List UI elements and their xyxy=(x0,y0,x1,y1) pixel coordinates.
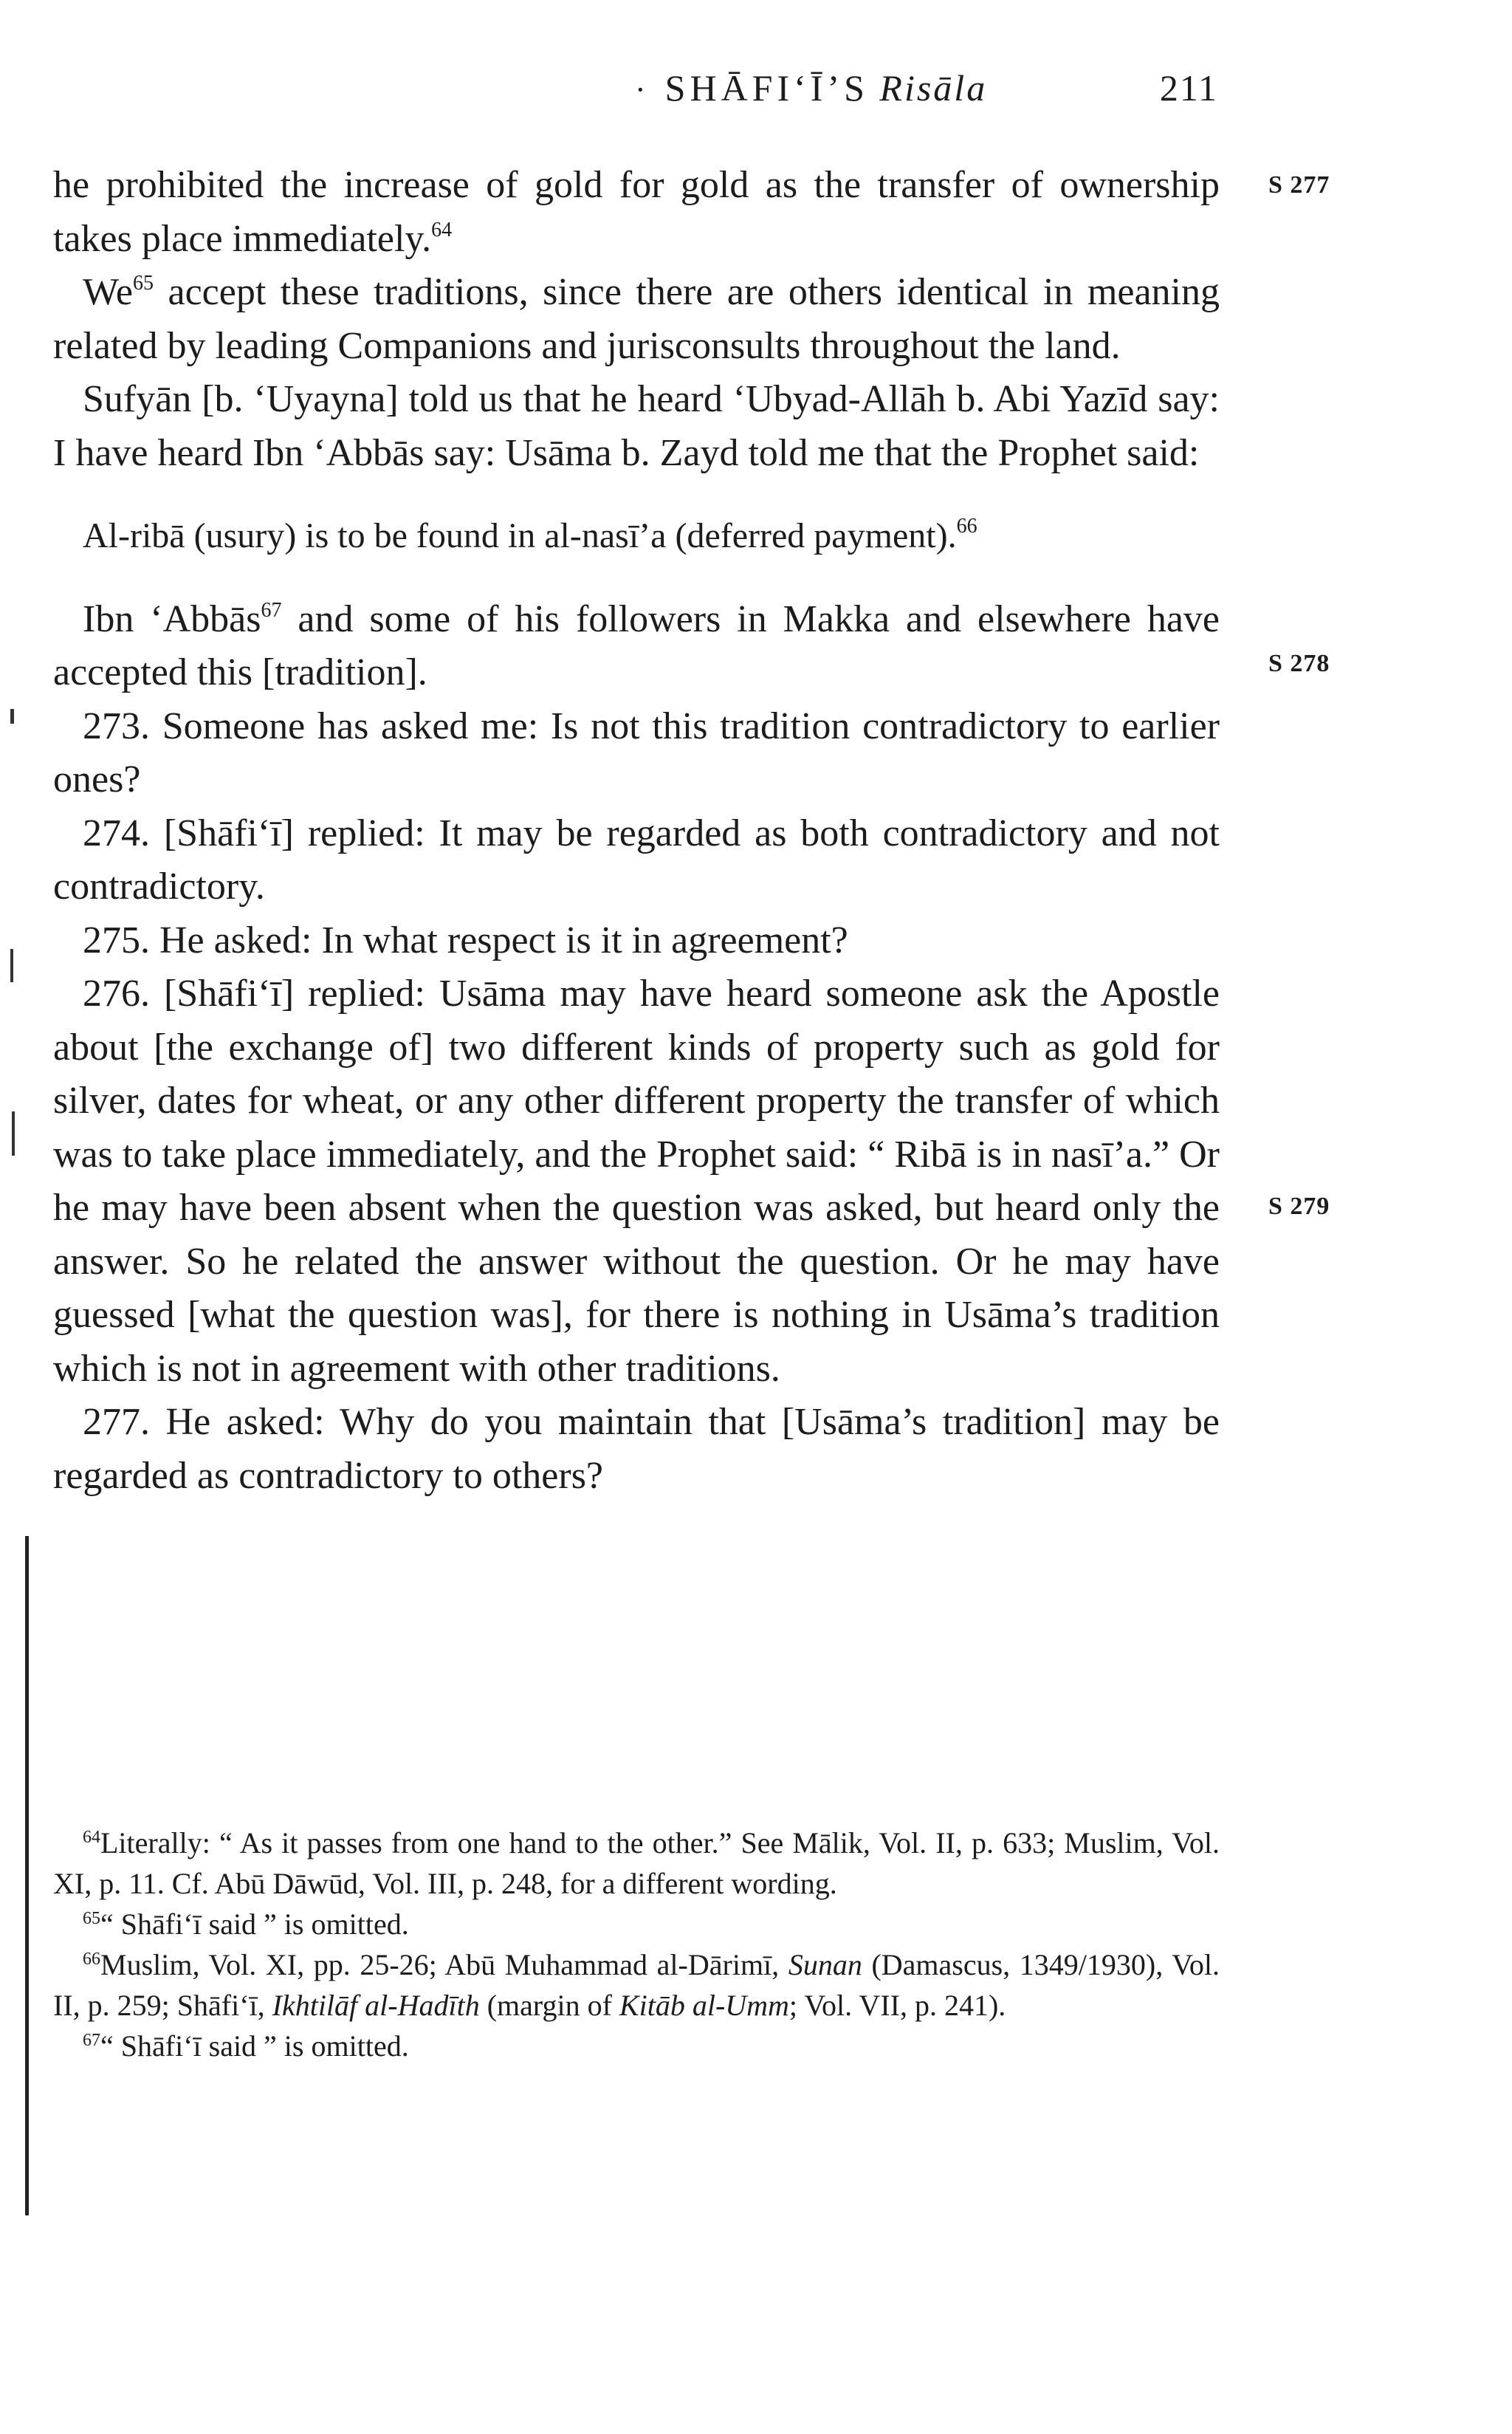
paragraph-continuation: he prohibited the increase of gold for gold as the transfer of ownership takes place immediately.$^{64}$ xyxy=(53,164,1220,260)
footnote-ref-66: 66 xyxy=(956,515,977,538)
header-bullet: · xyxy=(635,72,647,108)
margin-ref-s279: S 279 xyxy=(1268,1193,1330,1220)
footnote-64: $^{64}$Literally: “ As it passes from one hand to the other.” See Mālik, Vol. II, p. 633; Muslim, Vol. XI, p. 11. Cf. Abū Dāwūd, Vol. III, p. 248, for a different wording. xyxy=(53,1826,1220,1900)
footnotes xyxy=(53,1823,1220,2066)
paragraph-ibn-abbas: Ibn ‘Abbās$^{67}$ and some of his followers in Makka and elsewhere have accepted this [tradition]. xyxy=(53,597,1220,693)
footnote-65: $^{65}$“ Shāfi‘ī said ” is omitted. xyxy=(83,1907,409,1941)
block-quote: Al-ribā (usury) is to be found in al-nasī’a (deferred payment).$^{66}$ xyxy=(83,515,977,555)
margin-rule xyxy=(25,1536,29,2215)
scan-mark xyxy=(10,709,14,724)
paragraph-274: 274. [Shāfi‘ī] replied: It may be regarded as both contradictory and not contradictory. xyxy=(53,812,1220,908)
running-title xyxy=(665,66,1160,109)
footnote-66: $^{66}$Muslim, Vol. XI, pp. 25-26; Abū Muhammad al-Dārimī, Sunan (Damascus, 1349/1930), Vol. II, p. 259; Shāfi‘ī, Ikhtilāf al-Hadīth (margin of Kitāb al-Umm; Vol. VII, p. 241). xyxy=(53,1948,1220,2022)
header-title: Risāla xyxy=(879,67,988,109)
paragraph-277: 277. He asked: Why do you maintain that [Usāma’s tradition] may be regarded as contradictory to others? xyxy=(53,1401,1220,1497)
main-text xyxy=(53,159,1220,1503)
margin-ref-s278: S 278 xyxy=(1268,650,1330,677)
paragraph-273: 273. Someone has asked me: Is not this tradition contradictory to earlier ones? xyxy=(53,705,1220,801)
footnote-ref-65: 65 xyxy=(133,272,154,295)
header-author: SHĀFI‘Ī’S xyxy=(664,67,869,109)
page-number: 211 xyxy=(1159,67,1218,109)
running-header xyxy=(635,66,1218,109)
footnote-ref-64: 64 xyxy=(431,218,453,241)
paragraph-we-accept: We$^{65}$ accept these traditions, since there are others identical in meaning related by leading Companions and jurisconsults throughout the land. xyxy=(53,271,1220,367)
scan-mark xyxy=(12,1111,15,1156)
margin-ref-s277: S 277 xyxy=(1268,171,1330,199)
footnote-67: $^{67}$“ Shāfi‘ī said ” is omitted. xyxy=(83,2029,409,2063)
scan-mark xyxy=(10,949,13,982)
footnote-ref-67: 67 xyxy=(261,598,282,622)
paragraph-275: 275. He asked: In what respect is it in agreement? xyxy=(83,919,848,961)
paragraph-276: 276. [Shāfi‘ī] replied: Usāma may have heard someone ask the Apostle about [the exchange of] two different kinds of property such as gold for silver, dates for wheat, or any other different property the transfer of which was to take place immediately, and the Prophet said: “ Ribā is in nasī’a.” Or he may have been absent when the question was asked, but heard only the answer. So he related the answer without the question. Or he may have guessed [what the question was], for there is nothing in Usāma’s tradition which is not in agreement with other traditions. xyxy=(53,973,1220,1390)
paragraph-sufyan: Sufyān [b. ‘Uyayna] told us that he heard ‘Ubyad-Allāh b. Abi Yazīd say: I have heard Ibn ‘Abbās say: Usāma b. Zayd told me that the Prophet said: xyxy=(53,378,1220,474)
